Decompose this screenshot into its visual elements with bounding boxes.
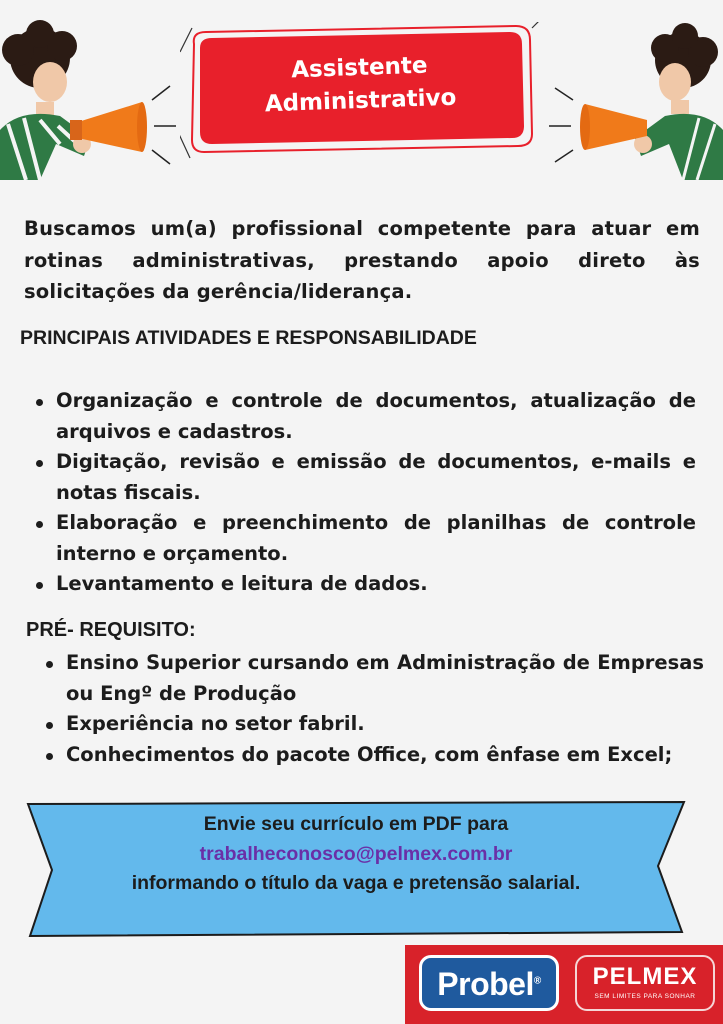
list-item: Levantamento e leitura de dados. xyxy=(36,569,696,600)
megaphone-person-left xyxy=(0,20,180,184)
registered-mark: ® xyxy=(533,975,541,987)
activities-list xyxy=(36,386,696,600)
pelmex-logo-text: PELMEX xyxy=(592,963,698,990)
list-item: Conhecimentos do pacote Office, com ênfase em Excel; xyxy=(46,740,704,771)
title-banner xyxy=(180,22,540,160)
probel-logo xyxy=(419,955,559,1011)
email-link[interactable]: trabalheconosco@pelmex.com.br xyxy=(199,842,513,865)
probel-logo-text xyxy=(422,966,556,1003)
megaphone-icon xyxy=(0,20,180,180)
prerequisites-list xyxy=(46,648,704,770)
application-line-1: Envie seu currículo em PDF para xyxy=(203,813,509,835)
intro-paragraph: Buscamos um(a) profissional competente para atuar em rotinas administrativas, prestando apoio direto às solicitações da gerência/liderança. xyxy=(24,217,700,303)
list-item: Digitação, revisão e emissão de documentos, e-mails e notas fiscais. xyxy=(36,447,696,508)
application-instructions xyxy=(26,810,686,899)
title-line-2: Administrativo xyxy=(264,84,457,118)
pelmex-logo xyxy=(575,955,715,1011)
probel-name: Probel xyxy=(437,966,534,1002)
list-item: Organização e controle de documentos, atualização de arquivos e cadastros. xyxy=(36,386,696,447)
activities-heading: PRINCIPAIS ATIVIDADES E RESPONSABILIDADE xyxy=(20,327,477,349)
list-item: Experiência no setor fabril. xyxy=(46,709,704,740)
title-line-1: Assistente xyxy=(290,52,428,84)
footer-logos xyxy=(405,945,723,1024)
application-line-3: informando o título da vaga e pretensão salarial. xyxy=(131,872,581,894)
page-title xyxy=(179,46,541,125)
list-item: Ensino Superior cursando em Administração de Empresas ou Engº de Produção xyxy=(46,648,704,709)
prerequisites-heading: PRÉ- REQUISITO: xyxy=(26,619,196,641)
list-item: Elaboração e preenchimento de planilhas de controle interno e orçamento. xyxy=(36,508,696,569)
megaphone-person-right xyxy=(543,20,723,184)
application-banner xyxy=(26,800,686,940)
pelmex-tagline: SEM LIMITES PARA SONHAR xyxy=(594,993,696,1000)
megaphone-icon xyxy=(543,20,723,180)
